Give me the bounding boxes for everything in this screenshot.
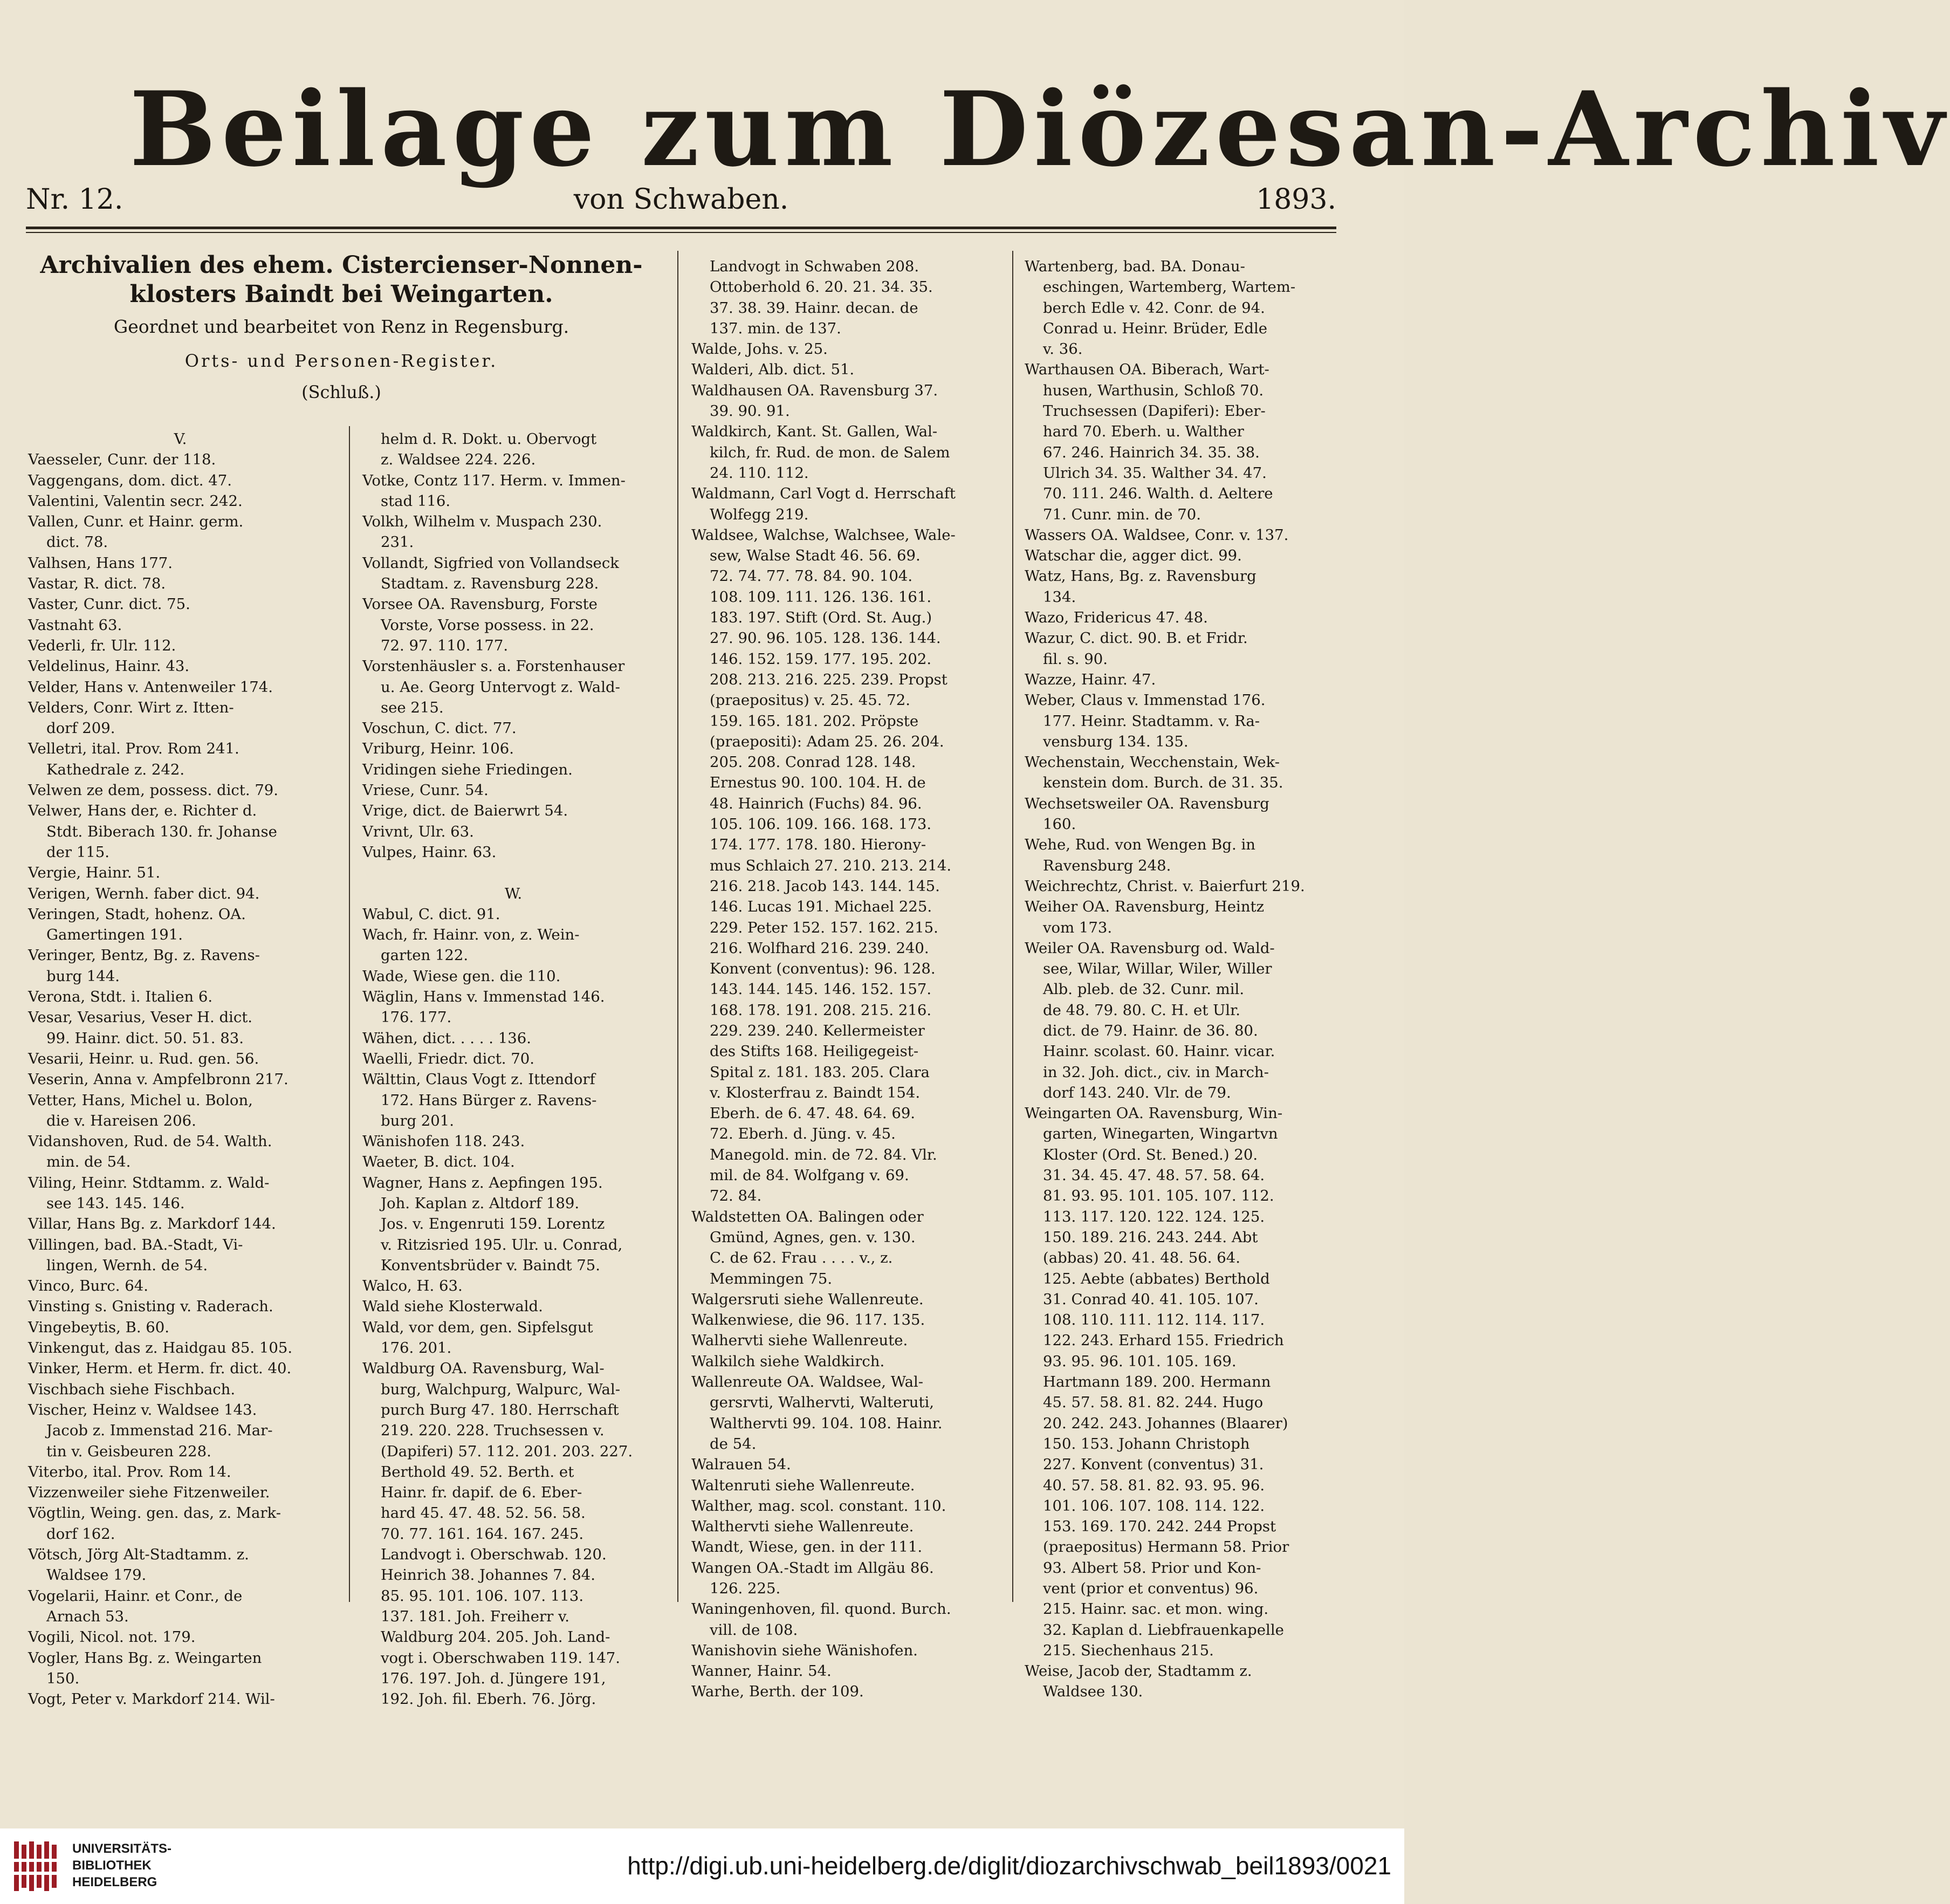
header-rule-thick [26, 227, 1336, 229]
register-line: 113. 117. 120. 122. 124. 125. [1043, 1208, 1265, 1225]
register-line: Landvogt in Schwaben 208. [710, 258, 919, 275]
register-line: Hainr. fr. dapif. de 6. Eber- [381, 1484, 582, 1502]
register-line: vogt i. Oberschwaben 119. 147. [381, 1649, 621, 1667]
register-line: Vogler, Hans Bg. z. Weingarten [28, 1649, 262, 1667]
source-url-link[interactable]: http://digi.ub.uni-heidelberg.de/diglit/diozarchivschwab_beil1893/0021 [627, 1852, 1391, 1880]
register-line: Wanner, Hainr. 54. [691, 1662, 832, 1680]
register-line: Wald, vor dem, gen. Sipfelsgut [362, 1318, 593, 1336]
register-line: garten, Winegarten, Wingartvn [1043, 1125, 1278, 1143]
register-line: Vrige, dict. de Baierwrt 54. [362, 802, 568, 820]
register-line: 126. 225. [710, 1580, 781, 1597]
register-line: 231. [381, 533, 414, 551]
register-line: dorf 209. [46, 720, 115, 737]
register-line: Wazze, Hainr. 47. [1025, 670, 1156, 688]
register-line: Wolfegg 219. [710, 505, 809, 523]
register-line: Vrivnt, Ulr. 63. [362, 823, 474, 840]
register-line: Weichrechtz, Christ. v. Baierfurt 219. [1025, 877, 1305, 895]
register-line: 146. Lucas 191. Michael 225. [710, 898, 932, 916]
continuation-note: (Schluß.) [301, 382, 381, 402]
register-line: Veringer, Bentz, Bg. z. Ravens- [28, 947, 260, 964]
register-line: Waldhausen OA. Ravensburg 37. [691, 381, 938, 399]
register-line: Ravensburg 248. [1043, 857, 1171, 874]
register-line: 176. 197. Joh. d. Jüngere 191, [381, 1669, 606, 1687]
register-line: Walderi, Alb. dict. 51. [691, 361, 855, 379]
register-line: Waltenruti siehe Wallenreute. [691, 1476, 915, 1494]
register-line: Vizzenweiler siehe Fitzenweiler. [28, 1484, 270, 1502]
register-line: 24. 110. 112. [710, 464, 809, 482]
register-line: Vallen, Cunr. et Hainr. germ. [28, 513, 244, 531]
register-line: Veserin, Anna v. Ampfelbronn 217. [28, 1071, 289, 1088]
register-line: eschingen, Wartemberg, Wartem- [1043, 278, 1296, 296]
register-line: hard 70. Eberh. u. Walther [1043, 423, 1244, 441]
register-line: 159. 165. 181. 202. Pröpste [710, 712, 919, 730]
register-line: Wach, fr. Hainr. von, z. Wein- [362, 926, 580, 944]
register-line: Waldburg OA. Ravensburg, Wal- [362, 1360, 605, 1378]
library-logo-icon [12, 1838, 61, 1894]
register-line: 229. 239. 240. Kellermeister [710, 1022, 925, 1039]
register-line: v. 36. [1043, 340, 1083, 358]
register-line: burg 201. [381, 1112, 455, 1129]
register-line: Voschun, C. dict. 77. [362, 720, 517, 737]
register-line: Wänishofen 118. 243. [362, 1133, 525, 1150]
register-line: 72. Eberh. d. Jüng. v. 45. [710, 1125, 896, 1143]
register-line: 150. 153. Johann Christoph [1043, 1435, 1250, 1453]
register-line: Velletri, ital. Prov. Rom 241. [28, 740, 239, 758]
register-line: Walthervti siehe Wallenreute. [691, 1518, 914, 1536]
register-line: Kathedrale z. 242. [46, 761, 185, 778]
issue-number: Nr. 12. [26, 183, 123, 216]
register-line: 192. Joh. fil. Eberh. 76. Jörg. [381, 1690, 596, 1708]
register-line: (praepositus) Hermann 58. Prior [1043, 1538, 1289, 1556]
register-line: Vesar, Vesarius, Veser H. dict. [28, 1009, 253, 1026]
library-footer [0, 1828, 1404, 1904]
register-line: see 215. [381, 698, 444, 716]
register-line: Villingen, bad. BA.-Stadt, Vi- [28, 1236, 243, 1254]
register-line: Viling, Heinr. Stdtamm. z. Wald- [28, 1174, 270, 1191]
register-line: Weiher OA. Ravensburg, Heintz [1025, 898, 1265, 916]
register-line: Vorsee OA. Ravensburg, Forste [362, 595, 598, 613]
register-line: Arnach 53. [46, 1607, 129, 1625]
register-line: vom 173. [1043, 919, 1113, 936]
register-line: Vederli, fr. Ulr. 112. [28, 636, 176, 654]
register-line: 122. 243. Erhard 155. Friedrich [1043, 1332, 1284, 1350]
register-line: 137. min. de 137. [710, 319, 841, 337]
register-line: garten 122. [381, 947, 469, 964]
register-line: Weiler OA. Ravensburg od. Wald- [1025, 939, 1275, 957]
register-line: Vergie, Hainr. 51. [28, 864, 161, 882]
register-line: Verona, Stdt. i. Italien 6. [28, 988, 213, 1006]
register-line: die v. Hareisen 206. [46, 1112, 196, 1129]
register-line: mil. de 84. Wolfgang v. 69. [710, 1167, 909, 1184]
register-line: Waldstetten OA. Balingen oder [691, 1208, 924, 1225]
register-line: Stdt. Biberach 130. fr. Johanse [46, 823, 277, 840]
register-line: Walgersruti siehe Wallenreute. [691, 1290, 924, 1308]
register-line: Waldburg 204. 205. Joh. Land- [381, 1628, 610, 1646]
register-line: Votke, Contz 117. Herm. v. Immen- [362, 471, 626, 489]
article-heading [26, 251, 657, 405]
register-line: Truchsessen (Dapiferi): Eber- [1043, 402, 1266, 420]
register-line: 176. 177. [381, 1009, 452, 1026]
register-line: Walco, H. 63. [362, 1277, 463, 1295]
register-line: Vögtlin, Weing. gen. das, z. Mark- [28, 1504, 281, 1522]
register-line: vent (prior et conventus) 96. [1043, 1580, 1259, 1597]
register-line: Conrad u. Heinr. Brüder, Edle [1043, 319, 1268, 337]
register-line: Ulrich 34. 35. Walther 34. 47. [1043, 464, 1267, 482]
register-line: Eberh. de 6. 47. 48. 64. 69. [710, 1105, 916, 1122]
register-line: de 54. [710, 1435, 757, 1453]
register-line: 125. Aebte (abbates) Berthold [1043, 1270, 1270, 1287]
register-line: 48. Hainrich (Fuchs) 84. 96. [710, 795, 922, 812]
register-line: 27. 90. 96. 105. 128. 136. 144. [710, 629, 941, 647]
register-line: Hartmann 189. 200. Hermann [1043, 1373, 1271, 1391]
register-line: 108. 109. 111. 126. 136. 161. [710, 588, 932, 606]
register-line: v. Ritzisried 195. Ulr. u. Conrad, [381, 1236, 623, 1254]
register-line: Waelli, Friedr. dict. 70. [362, 1050, 534, 1067]
register-line: berch Edle v. 42. Conr. de 94. [1043, 299, 1265, 317]
register-line: Watschar die, agger dict. 99. [1025, 547, 1242, 565]
register-line: Wartenberg, bad. BA. Donau- [1025, 258, 1245, 275]
register-line: Vorste, Vorse possess. in 22. [381, 616, 594, 634]
register-line: Vetter, Hans, Michel u. Bolon, [28, 1091, 253, 1109]
register-line: Waldsee, Walchse, Walchsee, Wale- [691, 526, 956, 544]
register-line: 45. 57. 58. 81. 82. 244. Hugo [1043, 1394, 1264, 1412]
register-line: Berthold 49. 52. Berth. et [381, 1463, 574, 1481]
register-line: dict. de 79. Hainr. de 36. 80. [1043, 1022, 1258, 1039]
register-line: Vulpes, Hainr. 63. [362, 843, 497, 861]
register-line: Vinker, Herm. et Herm. fr. dict. 40. [28, 1360, 292, 1378]
masthead-title: Beilage zum Diözesan-Archiv [129, 69, 1950, 189]
register-column-3 [691, 256, 1000, 1702]
register-line: 72. 97. 110. 177. [381, 636, 509, 654]
register-line: 20. 242. 243. Johannes (Blaarer) [1043, 1414, 1288, 1432]
register-line: u. Ae. Georg Untervogt z. Wald- [381, 678, 620, 696]
register-line: purch Burg 47. 180. Herrschaft [381, 1401, 619, 1419]
register-line: Vogelarii, Hainr. et Conr., de [28, 1587, 243, 1605]
register-line: Vogili, Nicol. not. 179. [28, 1628, 196, 1646]
register-line: 105. 106. 109. 166. 168. 173. [710, 816, 932, 833]
register-line: 150. 189. 216. 243. 244. Abt [1043, 1228, 1258, 1246]
register-line: Vollandt, Sigfried von Vollandseck [362, 554, 619, 572]
register-heading: Orts- und Personen-Register. [184, 351, 498, 371]
register-line: Wald siehe Klosterwald. [362, 1298, 543, 1316]
register-column-2 [362, 429, 664, 1709]
register-line: Vidanshoven, Rud. de 54. Walth. [28, 1133, 272, 1150]
register-line: gersrvti, Walhervti, Walteruti, [710, 1394, 935, 1412]
register-line: Velder, Hans v. Antenweiler 174. [28, 678, 273, 696]
register-line: Vriese, Cunr. 54. [362, 782, 489, 799]
register-line: 227. Konvent (conventus) 31. [1043, 1456, 1264, 1474]
register-line: 160. [1043, 816, 1076, 833]
register-line: (abbas) 20. 41. 48. 56. 64. [1043, 1249, 1240, 1267]
register-line: Wechenstain, Wecchenstain, Wek- [1025, 754, 1280, 771]
register-line: Joh. Kaplan z. Altdorf 189. [381, 1194, 580, 1212]
register-line: de 48. 79. 80. C. H. et Ulr. [1043, 1001, 1240, 1019]
register-line: Wäglin, Hans v. Immenstad 146. [362, 988, 605, 1006]
register-line: Gamertingen 191. [46, 926, 183, 944]
register-line: fil. s. 90. [1043, 650, 1108, 668]
register-line: Waldsee 179. [46, 1566, 147, 1584]
register-line: kenstein dom. Burch. de 31. 35. [1043, 774, 1283, 792]
register-line: hard 45. 47. 48. 52. 56. 58. [381, 1504, 586, 1522]
register-line: Vogt, Peter v. Markdorf 214. Wil- [28, 1690, 275, 1708]
library-name: UNIVERSITÄTS- BIBLIOTHEK HEIDELBERG [72, 1841, 172, 1889]
register-line: Valentini, Valentin secr. 242. [28, 492, 243, 510]
letter-heading: V. [174, 430, 187, 448]
register-line: helm d. R. Dokt. u. Obervogt [381, 430, 597, 448]
register-line: dorf 162. [46, 1525, 115, 1543]
register-line: Vinkengut, das z. Haidgau 85. 105. [28, 1339, 293, 1357]
register-line: Volkh, Wilhelm v. Muspach 230. [362, 513, 602, 531]
register-line: vensburg 134. 135. [1043, 732, 1189, 750]
register-line: 215. Siechenhaus 215. [1043, 1641, 1214, 1659]
register-line: Wehe, Rud. von Wengen Bg. in [1025, 836, 1255, 854]
register-line: Waeter, B. dict. 104. [362, 1153, 515, 1171]
register-line: 72. 84. [710, 1187, 762, 1205]
register-line: Wallenreute OA. Waldsee, Wal- [691, 1373, 924, 1391]
register-line: see 143. 145. 146. [46, 1194, 185, 1212]
register-line: Vriburg, Heinr. 106. [362, 740, 514, 758]
register-line: Warhe, Berth. der 109. [691, 1683, 864, 1701]
register-line: Wechsetsweiler OA. Ravensburg [1025, 795, 1269, 812]
register-line: 205. 208. Conrad 128. 148. [710, 754, 916, 771]
register-line: 150. [46, 1669, 80, 1687]
register-column-4 [1025, 256, 1337, 1702]
register-column-1 [28, 429, 333, 1709]
register-line: Wazo, Fridericus 47. 48. [1025, 609, 1208, 627]
register-line: 71. Cunr. min. de 70. [1043, 505, 1201, 523]
register-line: Velwen ze dem, possess. dict. 79. [28, 782, 279, 799]
register-line: Walrauen 54. [691, 1456, 791, 1474]
register-line: Walde, Johs. v. 25. [691, 340, 828, 358]
register-line: Vaggengans, dom. dict. 47. [28, 471, 232, 489]
register-line: 216. 218. Jacob 143. 144. 145. [710, 877, 940, 895]
register-line: Vridingen siehe Friedingen. [362, 761, 573, 778]
register-line: 176. 201. [381, 1339, 452, 1357]
register-line: dict. 78. [46, 533, 108, 551]
register-line: 70. 77. 161. 164. 167. 245. [381, 1525, 584, 1543]
register-line: Waldmann, Carl Vogt d. Herrschaft [691, 485, 956, 503]
register-line: 72. 74. 77. 78. 84. 90. 104. [710, 567, 913, 585]
register-line: vill. de 108. [710, 1621, 798, 1639]
register-line: 99. Hainr. dict. 50. 51. 83. [46, 1029, 244, 1047]
column-divider [677, 251, 678, 1602]
register-line: 174. 177. 178. 180. Hierony- [710, 836, 926, 854]
register-line: dorf 143. 240. Vlr. de 79. [1043, 1084, 1231, 1101]
register-line: Vaster, Cunr. dict. 75. [28, 595, 190, 613]
register-line: Memmingen 75. [710, 1270, 833, 1287]
register-line: Weingarten OA. Ravensburg, Win- [1025, 1105, 1283, 1122]
register-line: Viterbo, ital. Prov. Rom 14. [28, 1463, 231, 1481]
register-line: Vinco, Burc. 64. [28, 1277, 149, 1295]
register-line: Walthervti 99. 104. 108. Hainr. [710, 1414, 943, 1432]
register-line: burg, Walchpurg, Walpurc, Wal- [381, 1380, 621, 1398]
register-line: Villar, Hans Bg. z. Markdorf 144. [28, 1215, 276, 1233]
issue-line [26, 181, 1336, 218]
register-line: der 115. [46, 843, 109, 861]
register-line: Velwer, Hans der, e. Richter d. [28, 802, 257, 820]
register-line: 37. 38. 39. Hainr. decan. de [710, 299, 918, 317]
register-line: sew, Walse Stadt 46. 56. 69. [710, 547, 921, 565]
register-line: Wabul, C. dict. 91. [362, 905, 500, 923]
register-line: 31. 34. 45. 47. 48. 57. 58. 64. [1043, 1167, 1265, 1184]
register-line: 208. 213. 216. 225. 239. Propst [710, 670, 947, 688]
register-line: z. Waldsee 224. 226. [381, 451, 536, 469]
register-line: Warthausen OA. Biberach, Wart- [1025, 361, 1269, 379]
register-line: Weber, Claus v. Immenstad 176. [1025, 691, 1266, 709]
register-line: kilch, fr. Rud. de mon. de Salem [710, 443, 950, 461]
register-line: Valhsen, Hans 177. [28, 554, 173, 572]
register-line: Vischer, Heinz v. Waldsee 143. [28, 1401, 257, 1419]
register-line [362, 862, 664, 883]
register-line: 32. Kaplan d. Liebfrauenkapelle [1043, 1621, 1284, 1639]
register-line: 177. Heinr. Stadtamm. v. Ra- [1043, 712, 1260, 730]
register-line: 108. 110. 111. 112. 114. 117. [1043, 1311, 1265, 1329]
register-line: 229. Peter 152. 157. 162. 215. [710, 919, 938, 936]
register-line: see, Wilar, Willar, Wiler, Willer [1043, 960, 1272, 978]
register-line: Wanishovin siehe Wänishofen. [691, 1641, 918, 1659]
register-line: 168. 178. 191. 208. 215. 216. [710, 1001, 932, 1019]
register-line: Verigen, Wernh. faber dict. 94. [28, 885, 260, 902]
register-line: Walkilch siehe Waldkirch. [691, 1352, 885, 1370]
register-line: des Stifts 168. Heiligegeist- [710, 1043, 919, 1060]
register-line: 93. Albert 58. Prior und Kon- [1043, 1559, 1261, 1577]
register-line: Vingebeytis, B. 60. [28, 1318, 170, 1336]
register-line: 31. Conrad 40. 41. 105. 107. [1043, 1290, 1259, 1308]
register-line: Stadtam. z. Ravensburg 228. [381, 575, 599, 593]
register-line: Ernestus 90. 100. 104. H. de [710, 774, 926, 792]
register-line: min. de 54. [46, 1153, 131, 1171]
register-line: 146. 152. 159. 177. 195. 202. [710, 650, 932, 668]
register-line: 81. 93. 95. 101. 105. 107. 112. [1043, 1187, 1274, 1205]
register-line: Weise, Jacob der, Stadtamm z. [1025, 1662, 1252, 1680]
column-divider [1012, 251, 1013, 1602]
issue-year: 1893. [1256, 183, 1336, 216]
register-line: Wähen, dict. . . . . 136. [362, 1029, 531, 1047]
register-line: 143. 144. 145. 146. 152. 157. [710, 981, 932, 998]
register-line: 40. 57. 58. 81. 82. 93. 95. 96. [1043, 1476, 1265, 1494]
register-line: Watz, Hans, Bg. z. Ravensburg [1025, 567, 1256, 585]
register-line: in 32. Joh. dict., civ. in March- [1043, 1063, 1269, 1081]
register-line: Ottoberhold 6. 20. 21. 34. 35. [710, 278, 933, 296]
register-line: Alb. pleb. de 32. Cunr. mil. [1043, 981, 1245, 998]
register-line: 153. 169. 170. 242. 244 Propst [1043, 1518, 1276, 1536]
register-line: 101. 106. 107. 108. 114. 122. [1043, 1497, 1265, 1515]
register-line: 70. 111. 246. Walth. d. Aeltere [1043, 485, 1273, 503]
register-line: Wagner, Hans z. Aepfingen 195. [362, 1174, 603, 1191]
register-line: 215. Hainr. sac. et mon. wing. [1043, 1600, 1269, 1618]
register-line: Heinrich 38. Johannes 7. 84. [381, 1566, 595, 1584]
register-line: mus Schlaich 27. 210. 213. 214. [710, 857, 952, 874]
register-line: Wälttin, Claus Vogt z. Ittendorf [362, 1071, 595, 1088]
register-line: Walkenwiese, die 96. 117. 135. [691, 1311, 925, 1329]
register-line: Veringen, Stadt, hohenz. OA. [28, 905, 246, 923]
register-line: Landvogt i. Oberschwab. 120. [381, 1546, 607, 1564]
register-line: Wandt, Wiese, gen. in der 111. [691, 1538, 923, 1556]
register-line: 137. 181. Joh. Freiherr v. [381, 1607, 570, 1625]
register-line: v. Klosterfrau z. Baindt 154. [710, 1084, 921, 1101]
register-line: Walhervti siehe Wallenreute. [691, 1332, 908, 1350]
register-line: Spital z. 181. 183. 205. Clara [710, 1063, 930, 1081]
article-byline: Geordnet und bearbeitet von Renz in Regensburg. [113, 316, 569, 337]
register-line: 85. 95. 101. 106. 107. 113. [381, 1587, 584, 1605]
register-line: 39. 90. 91. [710, 402, 790, 420]
register-line: (Dapiferi) 57. 112. 201. 203. 227. [381, 1442, 633, 1460]
register-line: 183. 197. Stift (Ord. St. Aug.) [710, 609, 932, 627]
register-line: Waldkirch, Kant. St. Gallen, Wal- [691, 423, 938, 441]
register-line: 219. 220. 228. Truchsessen v. [381, 1422, 605, 1440]
register-line: Vesarii, Heinr. u. Rud. gen. 56. [28, 1050, 259, 1067]
column-divider [349, 426, 350, 1602]
register-line: stad 116. [381, 492, 451, 510]
register-line: tin v. Geisbeuren 228. [46, 1442, 211, 1460]
register-line: Jos. v. Engenruti 159. Lorentz [381, 1215, 605, 1233]
register-line: Wazur, C. dict. 90. B. et Fridr. [1025, 629, 1248, 647]
letter-heading: W. [504, 885, 523, 902]
register-line: (praepositus) v. 25. 45. 72. [710, 691, 911, 709]
issue-subtitle: von Schwaben. [573, 183, 789, 216]
register-line: 216. Wolfhard 216. 239. 240. [710, 939, 929, 957]
register-line: Vinsting s. Gnisting v. Raderach. [28, 1298, 273, 1316]
register-line: Waningenhoven, fil. quond. Burch. [691, 1600, 951, 1618]
register-line: Vastnaht 63. [28, 616, 122, 634]
register-line: 172. Hans Bürger z. Ravens- [381, 1091, 597, 1109]
article-title-line2: klosters Baindt bei Weingarten. [129, 280, 553, 308]
register-line: Vaesseler, Cunr. der 118. [28, 451, 216, 469]
register-line: C. de 62. Frau . . . . v., z. [710, 1249, 893, 1267]
register-line: Waldsee 130. [1043, 1683, 1143, 1701]
register-line: Veldelinus, Hainr. 43. [28, 658, 190, 675]
register-line: burg 144. [46, 967, 120, 985]
register-line: Hainr. scolast. 60. Hainr. vicar. [1043, 1043, 1275, 1060]
header-rule-thin [26, 232, 1336, 233]
register-line: Jacob z. Immenstad 216. Mar- [46, 1422, 273, 1440]
register-line: husen, Warthusin, Schloß 70. [1043, 381, 1264, 399]
register-line: Vastar, R. dict. 78. [28, 575, 166, 593]
register-line: Vötsch, Jörg Alt-Stadtamm. z. [28, 1546, 249, 1564]
register-line: 67. 246. Hainrich 34. 35. 38. [1043, 443, 1260, 461]
register-line: Wade, Wiese gen. die 110. [362, 967, 561, 985]
register-line: Konvent (conventus): 96. 128. [710, 960, 936, 978]
register-line: Vischbach siehe Fischbach. [28, 1380, 236, 1398]
register-line: Konventsbrüder v. Baindt 75. [381, 1256, 600, 1274]
article-title-line1: Archivalien des ehem. Cistercienser-Nonnen- [40, 251, 643, 279]
register-line: lingen, Wernh. de 54. [46, 1256, 208, 1274]
register-line: Manegold. min. de 72. 84. Vlr. [710, 1146, 937, 1163]
register-line: Walther, mag. scol. constant. 110. [691, 1497, 946, 1515]
register-line: Wassers OA. Waldsee, Conr. v. 137. [1025, 526, 1289, 544]
register-line: (praepositi): Adam 25. 26. 204. [710, 732, 944, 750]
register-line: Wangen OA.-Stadt im Allgäu 86. [691, 1559, 934, 1577]
register-line: Vorstenhäusler s. a. Forstenhauser [362, 658, 625, 675]
register-line: 134. [1043, 588, 1076, 606]
register-line: Kloster (Ord. St. Bened.) 20. [1043, 1146, 1258, 1163]
register-line: 93. 95. 96. 101. 105. 169. [1043, 1352, 1237, 1370]
register-line: Gmünd, Agnes, gen. v. 130. [710, 1228, 916, 1246]
register-line: Velders, Conr. Wirt z. Itten- [28, 698, 234, 716]
